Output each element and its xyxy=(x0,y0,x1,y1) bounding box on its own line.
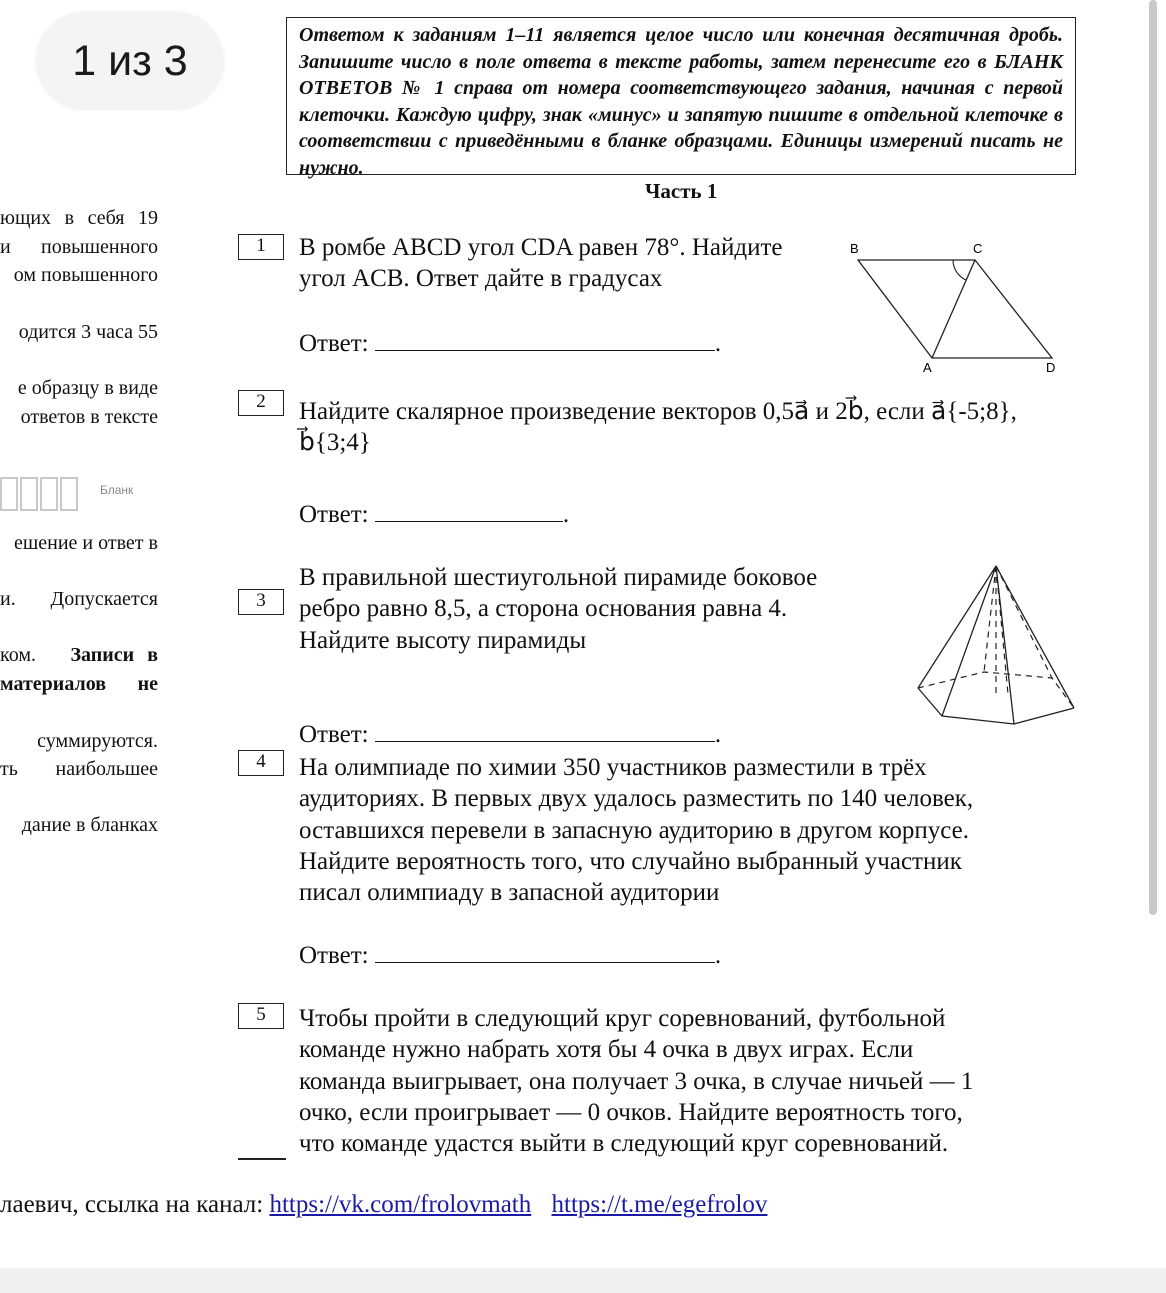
left-fragment: ешение и ответ в xyxy=(13,532,158,554)
blank-label: Бланк xyxy=(100,483,134,497)
left-fragment: суммируются. xyxy=(37,730,158,752)
task-3-text xyxy=(299,562,817,656)
label-a: A xyxy=(923,360,932,375)
task-1-text xyxy=(299,232,783,295)
answer-field[interactable] xyxy=(375,328,715,351)
task-number-3: 3 xyxy=(238,589,284,615)
left-fragment: ом повышенного xyxy=(13,264,158,286)
diagonal-ac xyxy=(932,260,975,358)
task-line: угол ACB. Ответ дайте в градусах xyxy=(299,265,663,293)
footer xyxy=(0,1191,767,1219)
answer-4 xyxy=(299,940,721,970)
task-line: Найдите высоту пирамиды xyxy=(299,626,587,654)
answer-field[interactable] xyxy=(375,940,715,963)
answer-label: Ответ: xyxy=(299,330,369,357)
angle-arc xyxy=(953,260,966,280)
separator-line xyxy=(238,1158,286,1160)
left-fragment: ющих в себя 19 xyxy=(0,207,158,229)
task-line: Найдите вероятность того, что случайно выбранный участник xyxy=(299,847,962,875)
task-line: b⃗{3;4} xyxy=(299,429,371,457)
task-5-text xyxy=(299,1003,973,1159)
task-4-text xyxy=(299,752,973,908)
scrollbar[interactable] xyxy=(1149,0,1157,915)
task-line: оставшихся перевели в запасную аудиторию в другом корпусе. xyxy=(299,816,970,844)
task-line: писал олимпиаду в запасной аудитории xyxy=(299,879,720,907)
task-number-1: 1 xyxy=(238,234,284,260)
task-line: очко, если проигрывает — 0 очков. Найдите вероятность того, xyxy=(299,1098,963,1126)
left-fragment: и повышенного xyxy=(0,236,158,258)
task-line: команде нужно набрать хотя бы 4 очка в двух играх. Если xyxy=(299,1036,914,1064)
answer-2 xyxy=(299,499,569,529)
answer-dot: . xyxy=(714,942,722,969)
task-number-2: 2 xyxy=(238,390,284,416)
task-line: ребро равно 8,5, а сторона основания равна 4. xyxy=(299,595,788,623)
left-fragment-b: Записи в xyxy=(70,644,158,666)
task-2-text xyxy=(299,396,1089,459)
left-fragment-a: ком. xyxy=(0,644,36,666)
left-fragment: одится 3 часа 55 xyxy=(18,321,158,343)
task-line: На олимпиаде по химии 350 участников разместили в трёх xyxy=(299,754,927,781)
left-fragment xyxy=(0,641,158,669)
answer-field[interactable] xyxy=(375,499,563,522)
vk-link[interactable]: https://vk.com/frolovmath xyxy=(269,1191,532,1218)
answer-dot: . xyxy=(714,330,722,357)
pyramid-figure xyxy=(912,560,1080,730)
left-fragment: ть наибольшее xyxy=(0,758,158,780)
answer-label: Ответ: xyxy=(299,942,369,969)
page-counter: 1 из 3 xyxy=(36,12,224,110)
answer-label: Ответ: xyxy=(299,501,369,528)
left-fragment: и. Допускается xyxy=(0,588,158,610)
task-number-5: 5 xyxy=(238,1003,284,1029)
left-fragment: дание в бланках xyxy=(21,814,158,836)
label-c: C xyxy=(973,241,983,256)
task-number-4: 4 xyxy=(238,750,284,776)
answer-dot: . xyxy=(714,721,722,748)
rhombus-figure xyxy=(840,236,1070,376)
label-d: D xyxy=(1046,360,1056,375)
task-line: Чтобы пройти в следующий круг соревнований, футбольной xyxy=(299,1005,946,1032)
page-bottom-gap xyxy=(0,1268,1166,1293)
telegram-link[interactable]: https://t.me/egefrolov xyxy=(551,1191,768,1218)
answer-field[interactable] xyxy=(375,719,715,742)
task-line: В правильной шестиугольной пирамиде боковое xyxy=(299,564,818,591)
answer-1 xyxy=(299,328,721,358)
part-title: Часть 1 xyxy=(645,179,718,203)
footer-text: лаевич, ссылка на канал: xyxy=(0,1191,264,1218)
left-fragment: е образцу в виде xyxy=(17,377,158,399)
answer-dot: . xyxy=(562,501,570,528)
task-line: команда выигрывает, она получает 3 очка, в случае ничьей — 1 xyxy=(299,1067,974,1095)
task-line: В ромбе ABCD угол CDA равен 78°. Найдите xyxy=(299,234,783,261)
rhombus-outline xyxy=(858,260,1052,358)
task-line: аудиториях. В первых двух удалось разместить по 140 человек, xyxy=(299,785,974,813)
left-fragment: материалов не xyxy=(0,673,158,695)
blank-sample-cells xyxy=(0,477,78,513)
task-line: что команде удастся выйти в следующий круг соревнований. xyxy=(299,1130,949,1158)
answer-label: Ответ: xyxy=(299,721,369,748)
label-b: B xyxy=(850,241,859,256)
instructions-box: Ответом к заданиям 1–11 является целое число или конечная десятичная дробь. Запишите число в поле ответа в тексте работы, затем перенесите его в БЛАНК ОТВЕТОВ № 1 справа от номера соответствующего задания, начиная с первой клеточки. Каждую цифру, знак «минус» и запятую пишите в отдельной клеточке в соответствии с приведёнными в бланке образцами. Единицы измерений писать не нужно. xyxy=(286,17,1076,175)
left-fragment: ответов в тексте xyxy=(20,406,158,428)
answer-3 xyxy=(299,719,721,749)
task-line: Найдите скалярное произведение векторов 0,5a⃗ и 2b⃗, если a⃗{-5;8}, xyxy=(299,398,1017,425)
